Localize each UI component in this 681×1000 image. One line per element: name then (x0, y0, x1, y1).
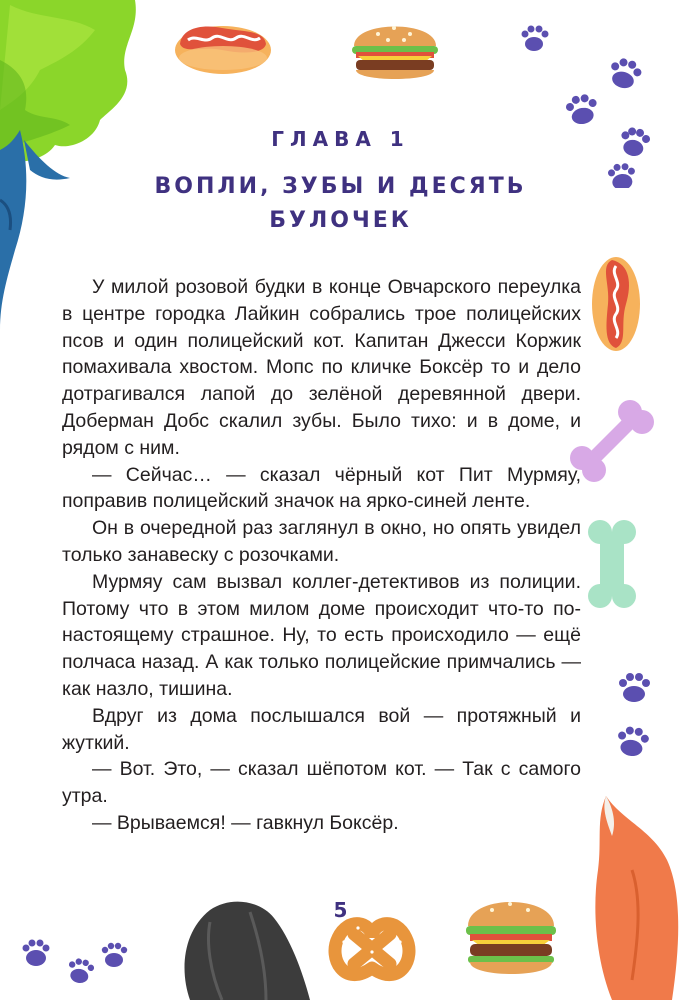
paragraph: Вдруг из дома послышался вой — протяжный и жуткий. (62, 704, 581, 754)
fox-tail-illustration (592, 790, 681, 1000)
chapter-title: ВОПЛИ, ЗУБЫ И ДЕСЯТЬ БУЛОЧЕК (154, 174, 527, 233)
paragraph: Он в очередной раз заглянул в окно, но опять увидел только занавеску с розочками. (62, 517, 581, 566)
paragraph: У милой розовой будки в конце Овчарского переулка в центре городка Лайкин собрались трое полицейских псов и один полицейский кот. Капитан Джесси Коржик помахивала хвостом. Мопс по кличке Боксёр то и дело дотрагивался лапой до зелёной деревянной двери. Доберман Добс скалил зубы. Было тихо: и в доме, и рядом с ним. (62, 276, 581, 459)
paw-prints-icon (14, 928, 134, 988)
paragraph: — Врываемся! — гавкнул Боксёр. (92, 811, 399, 834)
chapter-body (62, 274, 581, 837)
paragraph: Мурмяу сам вызвал коллег-детективов из полиции. Потому что в этом милом доме происходит что-то по-настоящему страшное. Ну, то есть происходило — ещё полчаса назад. А как только полицейские примчались — как назло, тишина. (62, 570, 581, 700)
bone-icon (578, 518, 648, 610)
paw-prints-icon (604, 666, 664, 776)
chapter-label: ГЛАВА 1 (271, 127, 410, 151)
bone-icon (570, 398, 654, 482)
paragraph: — Вот. Это, — сказал шёпотом кот. — Так с самого утра. (62, 758, 581, 808)
burger-icon (348, 12, 442, 88)
hot-dog-icon (172, 14, 274, 78)
page-number: 5 (333, 898, 348, 922)
paragraph: — Сейчас… — сказал чёрный кот Пит Мурмяу, поправив полицейский значок на ярко-синей ленте. (62, 463, 581, 513)
paw-prints-icon (512, 18, 662, 188)
hot-dog-icon (590, 254, 642, 354)
